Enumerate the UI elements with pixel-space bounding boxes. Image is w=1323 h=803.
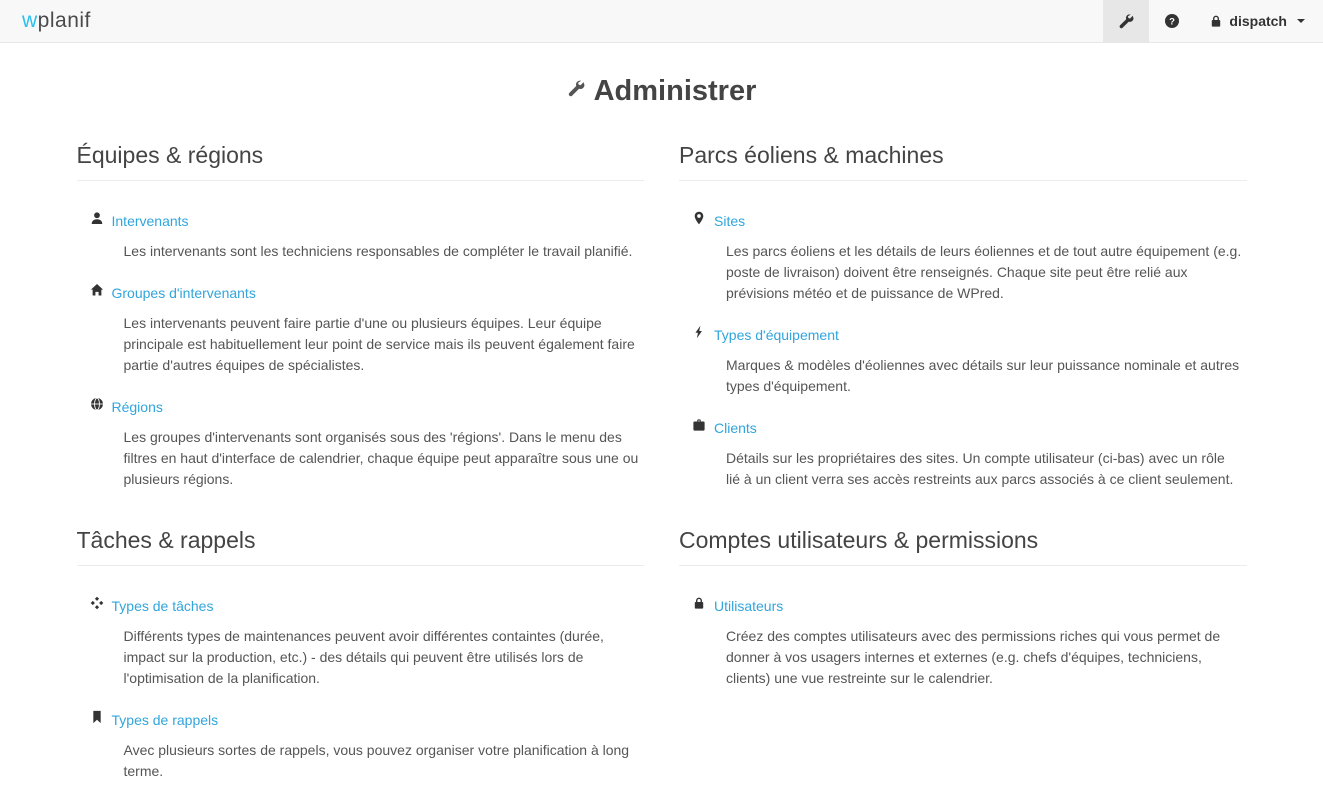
bolt-icon — [692, 325, 706, 344]
section-title: Parcs éoliens & machines — [679, 142, 1247, 181]
item-description: Différents types de maintenances peuvent avoir différentes containtes (durée, impact sur la production, etc.) - des détails qui peuvent être utilisés lors de l'optimisation de la planification. — [123, 628, 604, 686]
section-taches-rappels — [77, 527, 645, 803]
admin-item-sites — [679, 211, 1247, 304]
admin-nav-button[interactable] — [1103, 0, 1149, 42]
top-navbar — [0, 0, 1323, 43]
diamonds-icon — [90, 596, 104, 615]
brand-rest: planif — [37, 9, 91, 32]
groupes-intervenants-link[interactable]: Groupes d'intervenants — [111, 284, 256, 301]
types-rappels-link[interactable]: Types de rappels — [111, 711, 219, 728]
admin-item-clients — [679, 418, 1247, 490]
item-description: Les groupes d'intervenants sont organisés sous des 'régions'. Dans le menu des filtres en haut d'interface de calendrier, chaque équipe peut apparaître sous une ou plusieurs régions. — [123, 429, 639, 487]
section-title: Tâches & rappels — [77, 527, 645, 566]
section-title: Équipes & régions — [77, 142, 645, 181]
item-description: Détails sur les propriétaires des sites. Un compte utilisateur (ci-bas) avec un rôle lié à un client verra ses accès restreints aux parcs associés à ce client seulement. — [726, 450, 1234, 487]
types-equipement-link[interactable]: Types d'équipement — [714, 326, 839, 343]
user-menu-label: dispatch — [1229, 13, 1287, 29]
intervenants-link[interactable]: Intervenants — [111, 212, 189, 229]
lock-icon — [692, 596, 706, 615]
item-description: Les parcs éoliens et les détails de leurs éoliennes et de tout autre équipement (e.g. poste de livraison) doivent être renseignés. Chaque site peut être relié aux prévisions météo et de puissance de WPred. — [726, 243, 1242, 301]
caret-down-icon — [1297, 19, 1305, 23]
admin-item-groupes-intervenants — [77, 283, 645, 376]
admin-item-types-equipement — [679, 325, 1247, 397]
brand-logo[interactable] — [0, 0, 106, 42]
svg-text:?: ? — [1169, 16, 1176, 28]
question-circle-icon — [1164, 13, 1180, 29]
clients-link[interactable]: Clients — [714, 419, 757, 436]
item-description: Les intervenants sont les techniciens responsables de compléter le travail planifié. — [123, 243, 633, 259]
wrench-icon — [1118, 13, 1134, 29]
page-title — [77, 75, 1247, 108]
page-title-text: Administrer — [593, 75, 757, 107]
admin-sections-grid — [77, 142, 1247, 803]
help-nav-button[interactable] — [1149, 0, 1195, 42]
navbar-right — [1103, 0, 1323, 42]
user-icon — [90, 211, 104, 230]
item-description: Marques & modèles d'éoliennes avec détails sur leur puissance nominale et autres types d'équipement. — [726, 357, 1240, 394]
regions-link[interactable]: Régions — [111, 398, 163, 415]
types-taches-link[interactable]: Types de tâches — [111, 597, 214, 614]
item-description: Avec plusieurs sortes de rappels, vous pouvez organiser votre planification à long terme. — [123, 742, 630, 779]
wrench-icon — [567, 75, 585, 108]
item-description: Créez des comptes utilisateurs avec des permissions riches qui vous permet de donner à vos usagers internes et externes (e.g. chefs d'équipes, techniciens, clients) une vue restreinte sur le calendrier. — [726, 628, 1221, 686]
globe-icon — [90, 397, 104, 416]
brand-prefix: w — [22, 9, 38, 32]
admin-item-intervenants — [77, 211, 645, 262]
sites-link[interactable]: Sites — [714, 212, 746, 229]
home-icon — [90, 283, 104, 302]
user-menu-dropdown[interactable] — [1195, 0, 1323, 42]
utilisateurs-link[interactable]: Utilisateurs — [714, 597, 784, 614]
section-title: Comptes utilisateurs & permissions — [679, 527, 1247, 566]
lock-icon — [1209, 14, 1223, 28]
section-parcs-eoliens-machines — [679, 142, 1247, 511]
map-marker-icon — [692, 211, 706, 230]
section-comptes-utilisateurs — [679, 527, 1247, 803]
admin-item-utilisateurs — [679, 596, 1247, 689]
admin-item-types-rappels — [77, 710, 645, 782]
bookmark-icon — [90, 710, 104, 729]
admin-item-types-taches — [77, 596, 645, 689]
item-description: Les intervenants peuvent faire partie d'une ou plusieurs équipes. Leur équipe principale est habituellement leur point de service mais ils peuvent également faire partie d'autres équipes de spécialistes. — [123, 315, 635, 373]
main-container — [77, 75, 1247, 803]
admin-item-regions — [77, 397, 645, 490]
briefcase-icon — [692, 418, 706, 437]
section-equipes-regions — [77, 142, 645, 511]
